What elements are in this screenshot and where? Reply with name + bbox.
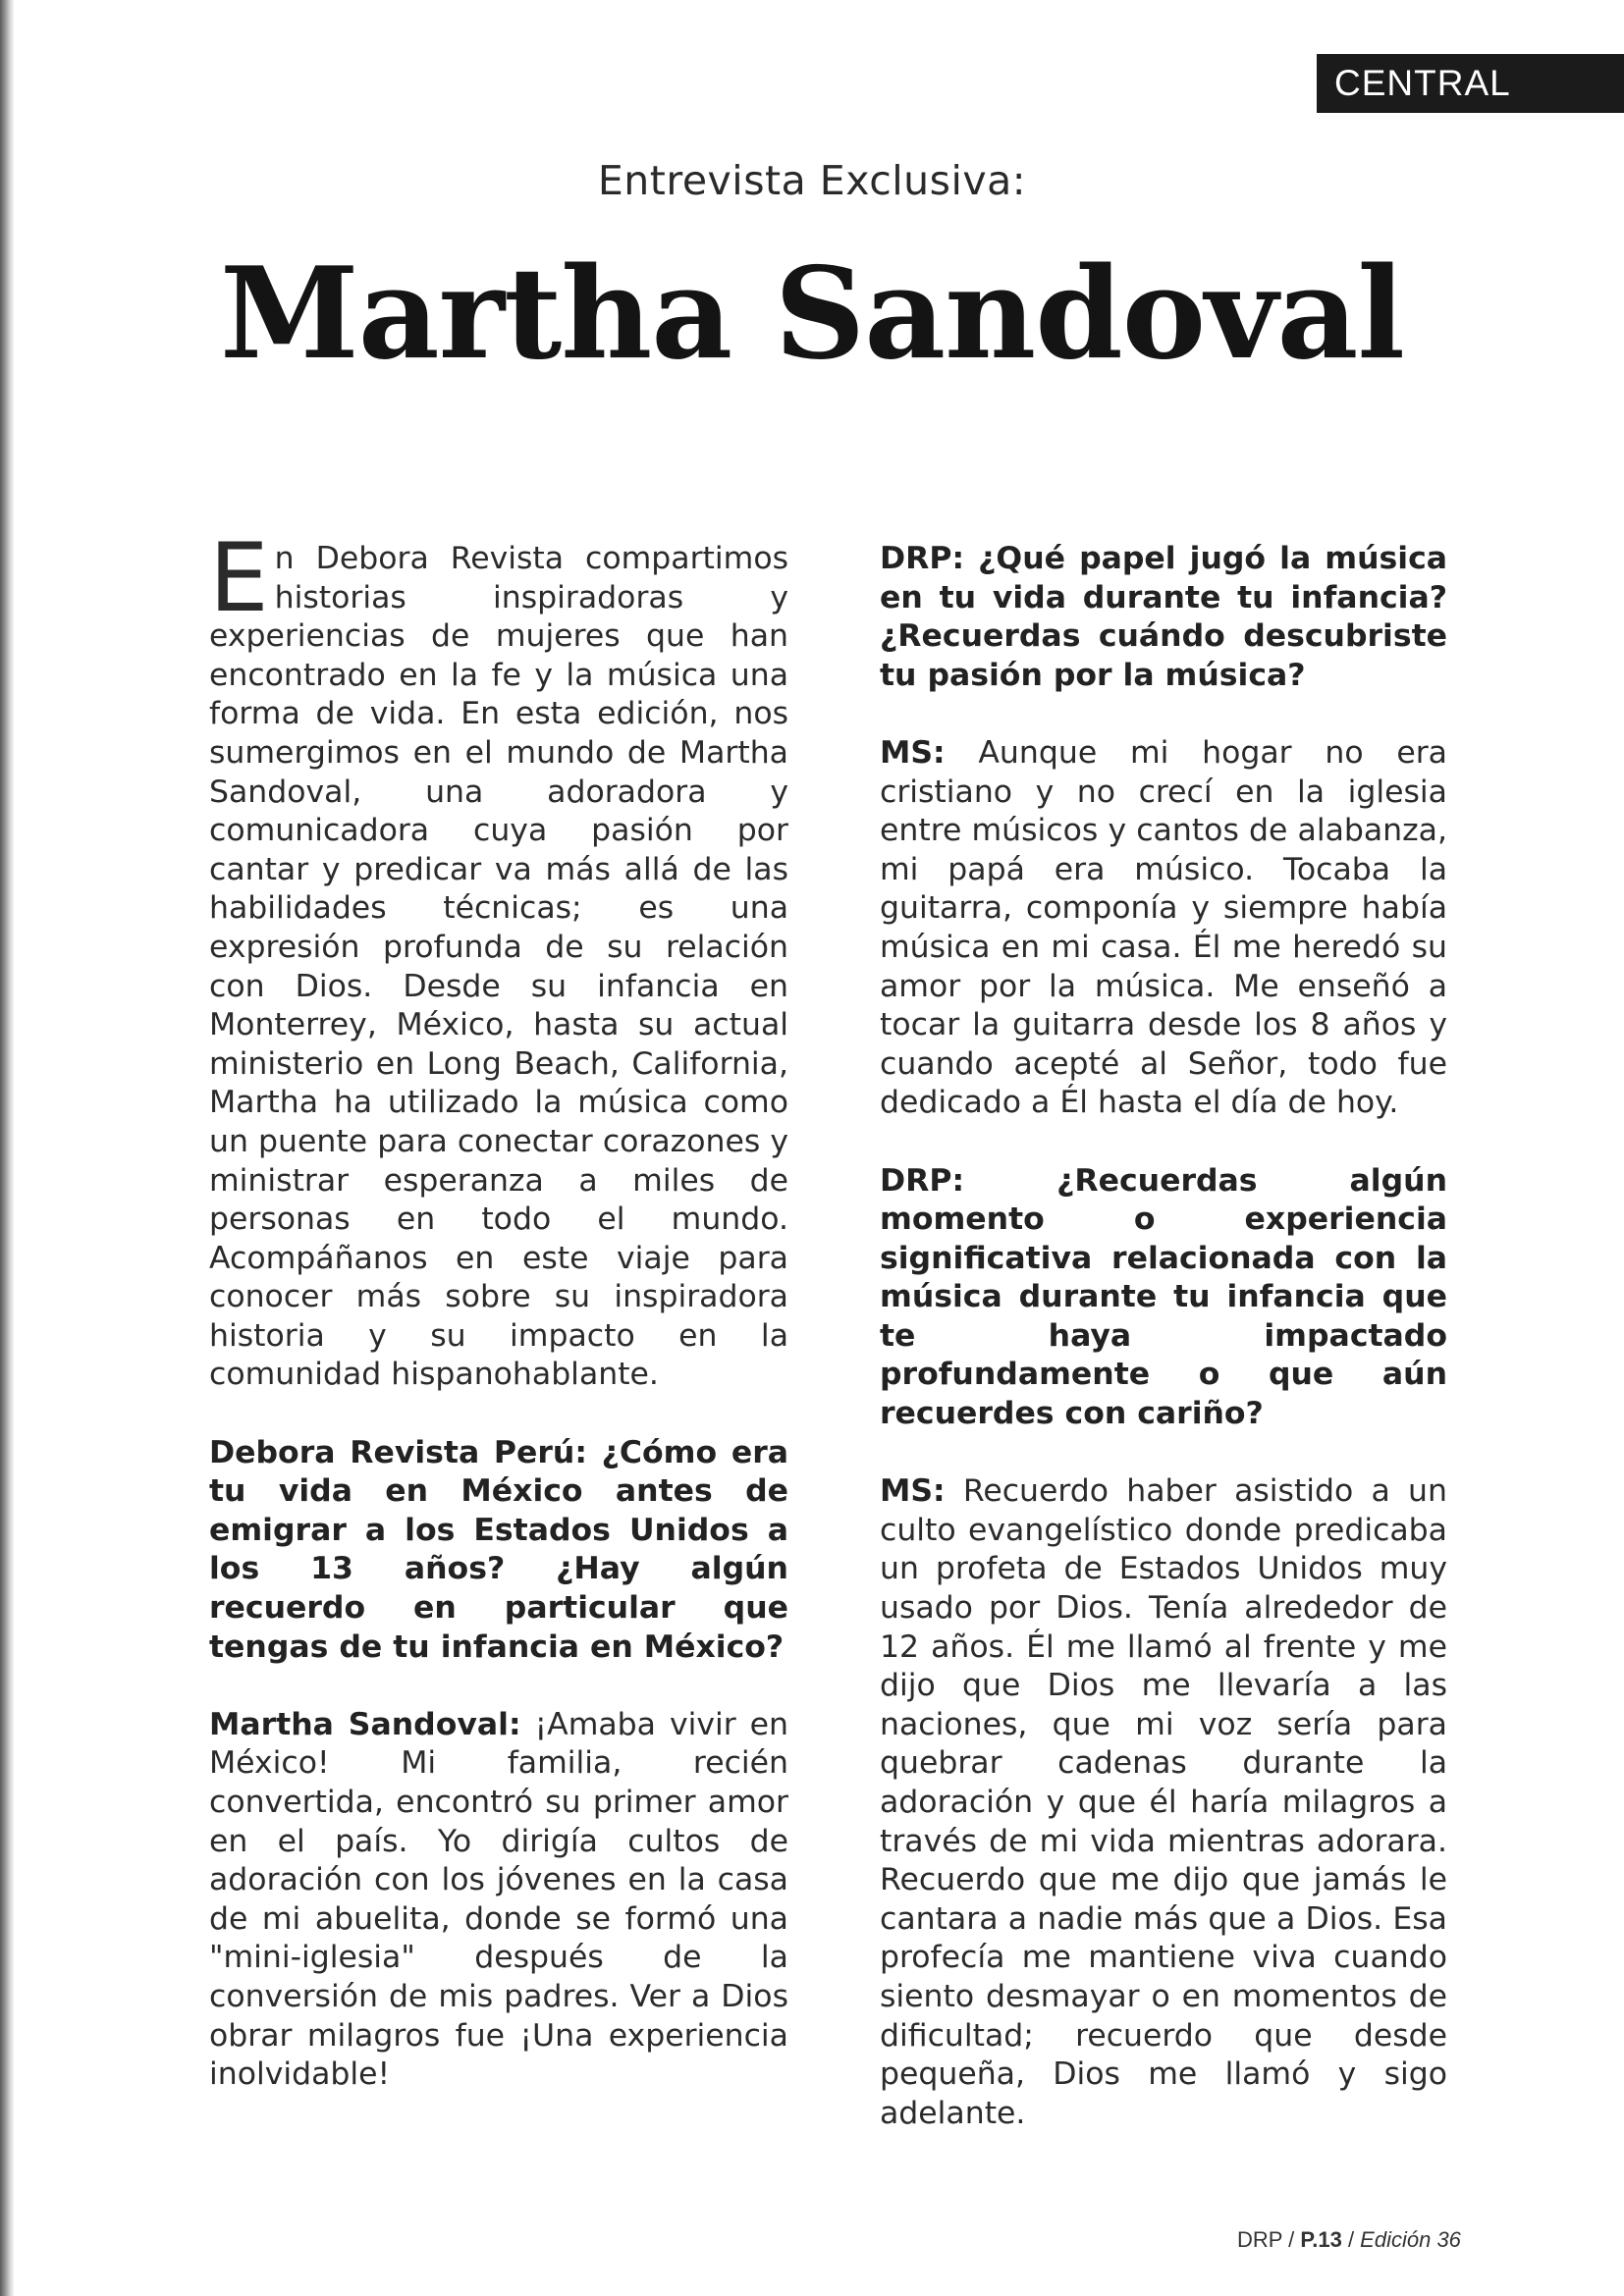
page-footer — [1237, 2227, 1492, 2253]
answer-2 — [880, 734, 1447, 1123]
answer-3-label: MS: — [880, 1473, 946, 1510]
answer-1-label: Martha Sandoval: — [209, 1706, 521, 1742]
footer-page-number: P.13 — [1300, 2227, 1342, 2252]
footer-separator: / — [1282, 2227, 1301, 2252]
article-kicker: Entrevista Exclusiva: — [597, 157, 1027, 204]
answer-1 — [209, 1706, 788, 2095]
intro-paragraph — [209, 523, 788, 1395]
question-2: DRP: ¿Qué papel jugó la música en tu vida durante tu infancia? ¿Recuerdas cuándo descubriste tu pasión por la música? — [880, 541, 1447, 693]
question-3: DRP: ¿Recuerdas algún momento o experiencia significativa relacionada con la música durante tu infancia que te haya impactado profundamente o que aún recuerdes con cariño? — [880, 1162, 1447, 1432]
answer-3 — [880, 1472, 1447, 2133]
article-title: Martha Sandoval — [220, 240, 1404, 388]
answer-3-text: Recuerdo haber asistido a un culto evangelístico donde predicaba un profeta de Estados Unidos muy usado por Dios. Tenía alrededor de 12 años. Él me llamó al frente y me dijo que Dios me llevaría a las naciones, que mi voz sería para quebrar cadenas durante la adoración y que él haría milagros a través de mi vida mientras adorara. Recuerdo que me dijo que jamás le cantara a nadie más que a Dios. Esa profecía me mantiene viva cuando siento desmayar o en momentos de dificultad; recuerdo que desde pequeña, Dios me llamó y sigo adelante. — [880, 1473, 1447, 2131]
footer-edition: Edición 36 — [1360, 2227, 1461, 2252]
answer-2-text: Aunque mi hogar no era cristiano y no crecí en la iglesia entre músicos y cantos de alabanza, mi papá era músico. Tocaba la guitarra, componía y siempre había música en mi casa. Él me heredó su amor por la música. Me enseñó a tocar la guitarra desde los 8 años y cuando acepté al Señor, todo fue dedicado a Él hasta el día de hoy. — [880, 734, 1447, 1121]
drop-cap: E — [209, 523, 269, 633]
answer-1-text: ¡Amaba vivir en México! Mi familia, recién convertida, encontró su primer amor en el país. Yo dirigía cultos de adoración con los jóvenes en la casa de mi abuelita, donde se formó una "mini-iglesia" después de la conversión de mis padres. Ver a Dios obrar milagros fue ¡Una experiencia inolvidable! — [209, 1706, 788, 2093]
answer-2-label: MS: — [880, 734, 946, 771]
footer-separator-2: / — [1341, 2227, 1361, 2252]
right-column — [880, 540, 1447, 2172]
footer-magazine: DRP — [1237, 2227, 1283, 2252]
section-tab: CENTRAL — [1317, 54, 1624, 113]
left-column — [209, 523, 788, 2133]
intro-text: n Debora Revista compartimos historias inspiradoras y experiencias de mujeres que han encontrado en la fe y la música una forma de vida. En esta edición, nos sumergimos en el mundo de Martha Sandoval, una adoradora y comunicadora cuya pasión por cantar y predicar va más allá de las habilidades técnicas; es una expresión profunda de su relación con Dios. Desde su infancia en Monterrey, México, hasta su actual ministerio en Long Beach, California, Martha ha utilizado la música como un puente para conectar corazones y ministrar esperanza a miles de personas en todo el mundo. Acompáñanos en este viaje para conocer más sobre su inspiradora historia y su impacto en la comunidad hispanohablante. — [209, 541, 788, 1393]
question-1: Debora Revista Perú: ¿Cómo era tu vida en México antes de emigrar a los Estados Unidos a los 13 años? ¿Hay algún recuerdo en particular que tengas de tu infancia en México? — [209, 1434, 788, 1665]
